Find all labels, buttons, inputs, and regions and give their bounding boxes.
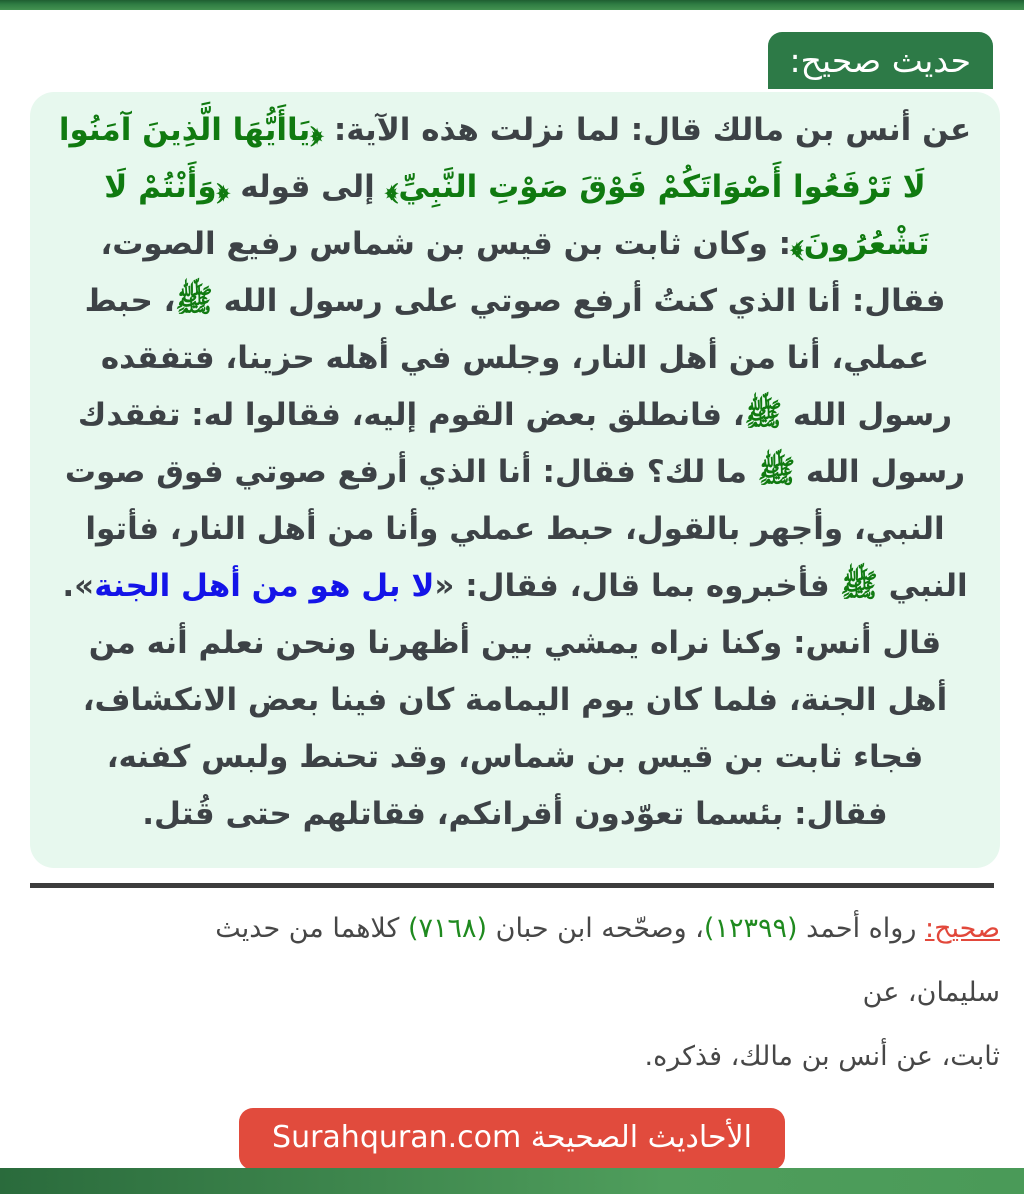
narration-text: ، حبط عملي، أنا من أهل النار، وجلس في أهله حزينا، فتفقده رسول الله (84, 283, 953, 433)
hadith-number-ahmad: (١٢٣٩٩) (703, 913, 798, 944)
site-banner (239, 1108, 785, 1170)
prophet-salutation-glyph: ﷺ (175, 283, 213, 319)
bottom-border-band (0, 1168, 1024, 1194)
hadith-narration-paragraph (56, 102, 974, 615)
grade-label: صحيح: (924, 913, 1000, 944)
attribution-text: ، وصحّحه ابن حبان (487, 913, 704, 944)
attribution-text: سليمان، عن (862, 977, 1000, 1008)
quran-verse-text: ﴿وَأَنْتُمْ لَا تَشْعُرُونَ﴾ (104, 169, 930, 262)
site-banner-title: الأحاديث الصحيحة (530, 1120, 752, 1155)
site-banner-url: Surahquran.com (272, 1120, 522, 1155)
divider-line (30, 883, 994, 888)
attribution-section (24, 897, 1000, 1089)
hadith-text-card (30, 92, 1000, 868)
narration-text: فأخبروه بما قال، فقال: « (434, 568, 841, 604)
prophet-salutation-glyph: ﷺ (744, 397, 783, 433)
attribution-text: ثابت، عن أنس بن مالك، فذكره. (644, 1041, 1000, 1072)
narration-text: ما لك؟ فقال: أنا الذي أرفع صوتي فوق صوت النبي، وأجهر بالقول، حبط عملي وأنا من أهل النار، فأتوا النبي (64, 454, 968, 604)
hadith-closing-paragraph: قال أنس: وكنا نراه يمشي بين أظهرنا ونحن نعلم أنه من أهل الجنة، فلما كان يوم اليمامة كان فينا بعض الانكشاف، فجاء ثابت بن قيس بن شماس، وقد تحنط ولبس كفنه، فقال: بئسما تعوّدون أقرانكم، فقاتلهم حتى قُتل. (82, 625, 948, 832)
narration-text: : وكان ثابت بن قيس بن شماس رفيع الصوت، فقال: أنا الذي كنتُ أرفع صوتي على رسول الله (100, 226, 946, 319)
narration-text: ». (62, 568, 95, 604)
prophet-saying-highlight: لا بل هو من أهل الجنة (94, 568, 435, 604)
narration-text: إلى قوله (229, 169, 386, 205)
attribution-text: كلاهما من حديث (215, 913, 408, 944)
narration-text: عن أنس بن مالك قال: لما نزلت هذه الآية: (323, 112, 972, 148)
hadith-grade-badge (768, 32, 994, 89)
attribution-text: رواه أحمد (797, 913, 925, 944)
hadith-grade-badge-label: حديث صحيح: (789, 41, 971, 80)
narration-text: ، فانطلق بعض القوم إليه، فقالوا له: تفقدك رسول الله (77, 397, 966, 490)
prophet-salutation-glyph: ﷺ (757, 454, 796, 490)
prophet-salutation-glyph: ﷺ (840, 568, 878, 604)
top-border-band (0, 0, 1024, 10)
quran-verse-text: ﴿يَاأَيُّهَا الَّذِينَ آمَنُوا لَا تَرْفَعُوا أَصْوَاتَكُمْ فَوْقَ صَوْتِ النَّبِيِّ﴾ (58, 112, 926, 205)
hadith-number-ibn-hibban: (٧١٦٨) (407, 913, 488, 944)
